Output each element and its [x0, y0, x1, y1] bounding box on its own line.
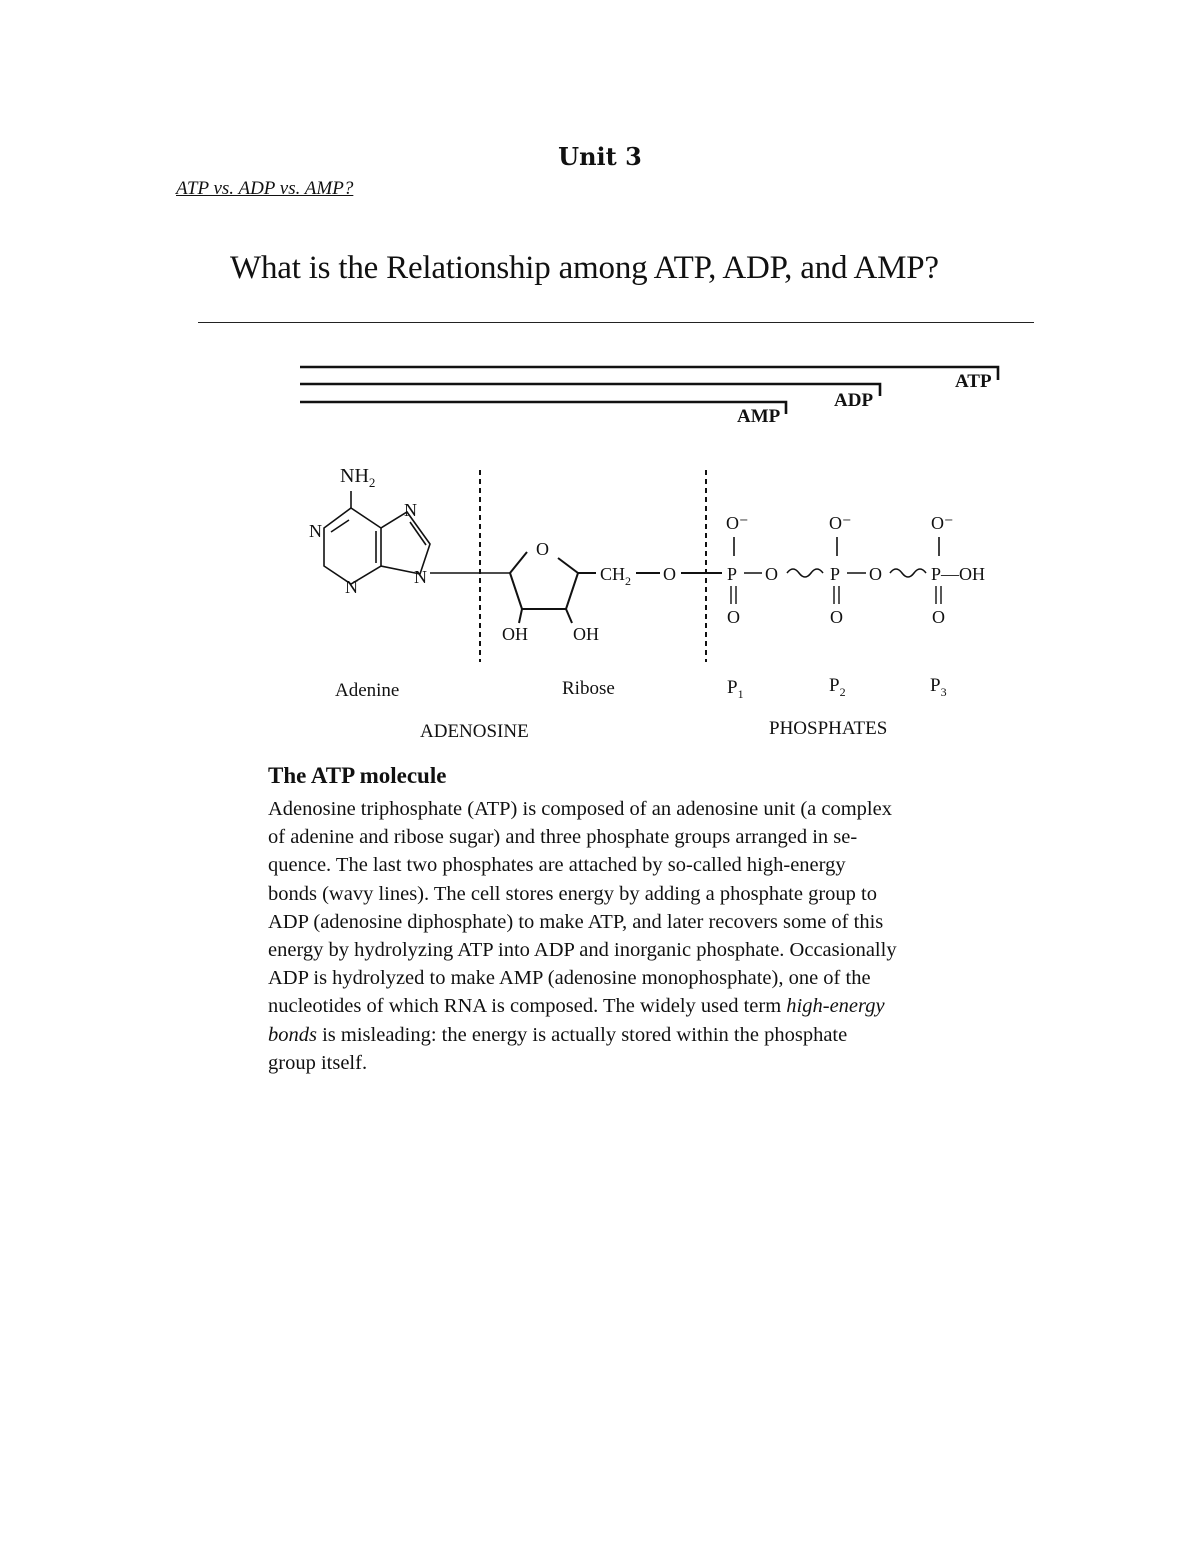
p3-o-minus: O⁻ — [931, 513, 954, 533]
caption-line: ADP (adenosine diphosphate) to make ATP, and later recovers some of this — [268, 910, 884, 933]
p2-o-minus: O⁻ — [829, 513, 852, 533]
high-energy-bond-1 — [787, 569, 823, 577]
caption-line: energy by hydrolyzing ATP into ADP and inorganic phosphate. Occasionally — [268, 939, 897, 962]
high-energy-bond-2 — [890, 569, 926, 577]
adenine-n7: N — [404, 500, 417, 520]
ribose-oh-right: OH — [573, 624, 599, 644]
p3-label: $P_3$ — [930, 675, 947, 699]
adenine-label: Adenine — [335, 680, 400, 701]
phosphates-label: PHOSPHATES — [769, 718, 888, 739]
adp-bracket-line — [300, 384, 880, 396]
p2-bridge-oxygen: O — [869, 564, 882, 584]
p3-phosphorus-oh: P—OH — [931, 564, 986, 584]
p1-oxygen: O — [727, 607, 740, 627]
atp-bracket-label: ATP — [955, 371, 992, 392]
page-title: Unit 3 — [558, 142, 642, 171]
p1-label: $P_1$ — [727, 677, 744, 701]
caption-line: ADP is hydrolyzed to make AMP (adenosine monophosphate), one of the — [268, 967, 871, 990]
p3-oxygen: O — [932, 607, 945, 627]
nh2-label: $NH_2$ — [340, 465, 376, 490]
ribose-ring-oxygen: O — [536, 539, 549, 559]
bracket-lines — [300, 367, 998, 414]
caption-line: of adenine and ribose sugar) and three phosphate groups arranged in se- — [268, 826, 858, 849]
caption-body — [268, 795, 1048, 1077]
amp-bracket-line — [300, 402, 786, 414]
adenine-n3: N — [345, 577, 358, 597]
adp-bracket-label: ADP — [834, 390, 874, 411]
p1-phosphorus: P — [727, 564, 738, 584]
ribose-oh-left: OH — [502, 624, 528, 644]
caption-line: nucleotides of which RNA is composed. The widely used term high-energy — [268, 995, 885, 1018]
adenine-n1: N — [309, 521, 322, 541]
ch2-label: $CH_2$ — [600, 564, 632, 588]
adenine-n9: N — [414, 567, 427, 587]
adenosine-label: ADENOSINE — [420, 721, 529, 742]
caption-line: bonds is misleading: the energy is actually stored within the phosphate — [268, 1023, 848, 1046]
p2-label: $P_2$ — [829, 675, 846, 699]
caption-title: The ATP molecule — [268, 763, 447, 788]
p1-o-minus: O⁻ — [726, 513, 749, 533]
ester-oxygen: O — [663, 564, 676, 584]
caption-line: bonds (wavy lines). The cell stores energy by adding a phosphate group to — [268, 882, 877, 905]
caption-line: quence. The last two phosphates are attached by so-called high-energy — [268, 854, 846, 877]
ribose-ring — [510, 552, 722, 623]
atp-bracket-line — [300, 367, 998, 380]
page-subtitle: ATP vs. ADP vs. AMP? — [176, 178, 354, 199]
p1-bridge-oxygen: O — [765, 564, 778, 584]
atp-structure-diagram — [0, 0, 1200, 760]
caption-line: Adenosine triphosphate (ATP) is composed of an adenosine unit (a complex — [268, 798, 892, 820]
figure-heading: What is the Relationship among ATP, ADP, and AMP? — [230, 250, 939, 286]
p2-oxygen: O — [830, 607, 843, 627]
caption-emphasis: bonds — [268, 1023, 317, 1046]
caption-line: group itself. — [268, 1051, 368, 1074]
caption-emphasis: high-energy — [786, 995, 885, 1018]
p2-phosphorus: P — [830, 564, 841, 584]
amp-bracket-label: AMP — [737, 406, 781, 427]
ribose-label: Ribose — [562, 678, 615, 699]
